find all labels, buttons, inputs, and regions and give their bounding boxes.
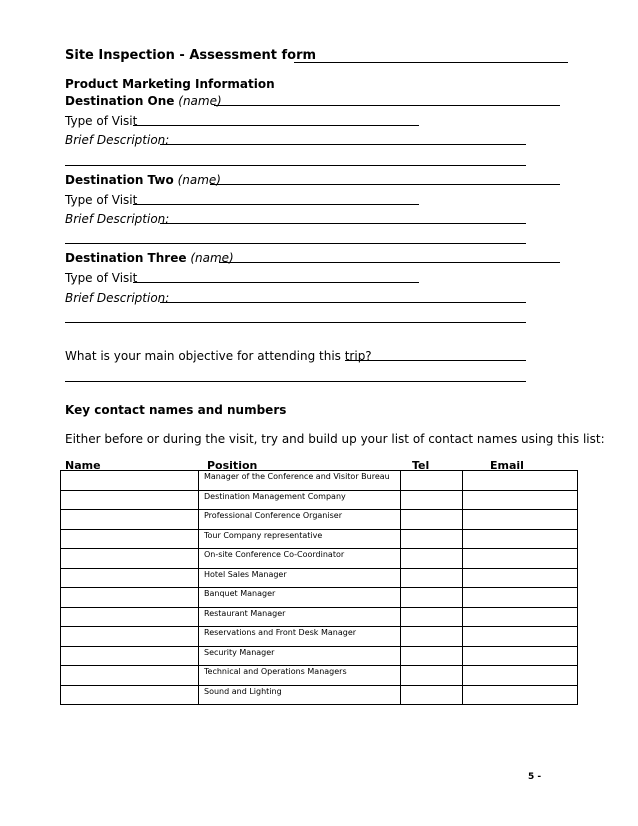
contact-tel-cell[interactable] <box>401 568 463 588</box>
contact-tel-cell[interactable] <box>401 607 463 627</box>
destination-three-name-hint: (name) <box>190 251 234 265</box>
title-underline <box>294 62 568 63</box>
destination-three-type-field[interactable] <box>133 282 419 283</box>
objective-field-2[interactable] <box>65 381 526 382</box>
table-row <box>61 646 578 666</box>
contact-email-cell[interactable] <box>463 549 578 569</box>
contact-tel-cell[interactable] <box>401 529 463 549</box>
destination-one-type-label: Type of Visit <box>65 114 138 128</box>
contact-email-cell[interactable] <box>463 588 578 608</box>
contact-email-cell[interactable] <box>463 568 578 588</box>
contact-email-cell[interactable] <box>463 685 578 705</box>
contact-position-cell: Security Manager <box>199 646 401 666</box>
column-header-position: Position <box>207 459 258 472</box>
table-row <box>61 490 578 510</box>
contact-email-cell[interactable] <box>463 490 578 510</box>
destination-three-type-label: Type of Visit <box>65 271 138 285</box>
table-row <box>61 529 578 549</box>
destination-two-name-field[interactable] <box>210 184 560 185</box>
contact-name-cell[interactable] <box>61 549 199 569</box>
contacts-table <box>60 470 578 705</box>
destination-one-desc-label: Brief Description: <box>65 133 170 147</box>
column-header-email: Email <box>490 459 524 472</box>
column-header-tel: Tel <box>412 459 430 472</box>
contact-name-cell[interactable] <box>61 490 199 510</box>
contact-tel-cell[interactable] <box>401 471 463 491</box>
product-section-heading: Product Marketing Information <box>65 77 275 91</box>
contact-email-cell[interactable] <box>463 627 578 647</box>
destination-three-desc-field[interactable] <box>160 302 526 303</box>
destination-one-desc-field-2[interactable] <box>65 165 526 166</box>
destination-two-title: Destination Two <box>65 173 174 187</box>
contact-email-cell[interactable] <box>463 510 578 530</box>
contact-name-cell[interactable] <box>61 510 199 530</box>
contact-name-cell[interactable] <box>61 646 199 666</box>
contact-name-cell[interactable] <box>61 568 199 588</box>
contact-tel-cell[interactable] <box>401 627 463 647</box>
objective-field[interactable] <box>345 360 526 361</box>
destination-three-title: Destination Three <box>65 251 187 265</box>
table-row <box>61 568 578 588</box>
contact-tel-cell[interactable] <box>401 510 463 530</box>
contact-tel-cell[interactable] <box>401 549 463 569</box>
contact-position-cell: Tour Company representative <box>199 529 401 549</box>
page-number: 5 - <box>528 772 542 782</box>
destination-two-desc-field-2[interactable] <box>65 243 526 244</box>
contact-position-cell: On-site Conference Co-Coordinator <box>199 549 401 569</box>
contact-name-cell[interactable] <box>61 471 199 491</box>
destination-two-label <box>65 173 221 187</box>
contact-position-cell: Manager of the Conference and Visitor Bureau <box>199 471 401 491</box>
contact-name-cell[interactable] <box>61 666 199 686</box>
contact-tel-cell[interactable] <box>401 646 463 666</box>
table-row <box>61 627 578 647</box>
contact-position-cell: Sound and Lighting <box>199 685 401 705</box>
destination-two-desc-field[interactable] <box>160 223 526 224</box>
destination-two-desc-label: Brief Description: <box>65 212 170 226</box>
contact-tel-cell[interactable] <box>401 588 463 608</box>
destination-two-name-hint: (name) <box>177 173 221 187</box>
page-title: Site Inspection - Assessment form <box>65 48 317 63</box>
destination-three-name-field[interactable] <box>219 262 560 263</box>
contact-name-cell[interactable] <box>61 627 199 647</box>
table-row <box>61 588 578 608</box>
contact-position-cell: Technical and Operations Managers <box>199 666 401 686</box>
contact-name-cell[interactable] <box>61 685 199 705</box>
contact-name-cell[interactable] <box>61 529 199 549</box>
contact-email-cell[interactable] <box>463 471 578 491</box>
destination-three-desc-field-2[interactable] <box>65 322 526 323</box>
contact-position-cell: Professional Conference Organiser <box>199 510 401 530</box>
table-row <box>61 607 578 627</box>
contact-position-cell: Destination Management Company <box>199 490 401 510</box>
table-row <box>61 510 578 530</box>
contact-position-cell: Hotel Sales Manager <box>199 568 401 588</box>
contact-name-cell[interactable] <box>61 588 199 608</box>
destination-one-title: Destination One <box>65 94 175 108</box>
destination-one-desc-field[interactable] <box>160 144 526 145</box>
contacts-heading: Key contact names and numbers <box>65 403 287 417</box>
objective-question: What is your main objective for attending this trip? <box>65 349 372 363</box>
destination-three-desc-label: Brief Description: <box>65 291 170 305</box>
destination-one-name-hint: (name) <box>178 94 222 108</box>
destination-one-name-field[interactable] <box>214 105 560 106</box>
column-header-name: Name <box>65 459 101 472</box>
destination-two-type-label: Type of Visit <box>65 193 138 207</box>
contact-tel-cell[interactable] <box>401 490 463 510</box>
contact-email-cell[interactable] <box>463 666 578 686</box>
destination-one-label <box>65 94 222 108</box>
contact-position-cell: Reservations and Front Desk Manager <box>199 627 401 647</box>
contact-email-cell[interactable] <box>463 529 578 549</box>
contacts-instructions: Either before or during the visit, try and build up your list of contact names using this list: <box>65 432 605 446</box>
table-row <box>61 471 578 491</box>
table-row <box>61 666 578 686</box>
destination-three-label <box>65 251 234 265</box>
contact-email-cell[interactable] <box>463 607 578 627</box>
destination-two-type-field[interactable] <box>133 204 419 205</box>
table-row <box>61 685 578 705</box>
contact-tel-cell[interactable] <box>401 666 463 686</box>
contact-tel-cell[interactable] <box>401 685 463 705</box>
destination-one-type-field[interactable] <box>133 125 419 126</box>
contact-position-cell: Restaurant Manager <box>199 607 401 627</box>
contact-name-cell[interactable] <box>61 607 199 627</box>
table-row <box>61 549 578 569</box>
contact-position-cell: Banquet Manager <box>199 588 401 608</box>
contact-email-cell[interactable] <box>463 646 578 666</box>
